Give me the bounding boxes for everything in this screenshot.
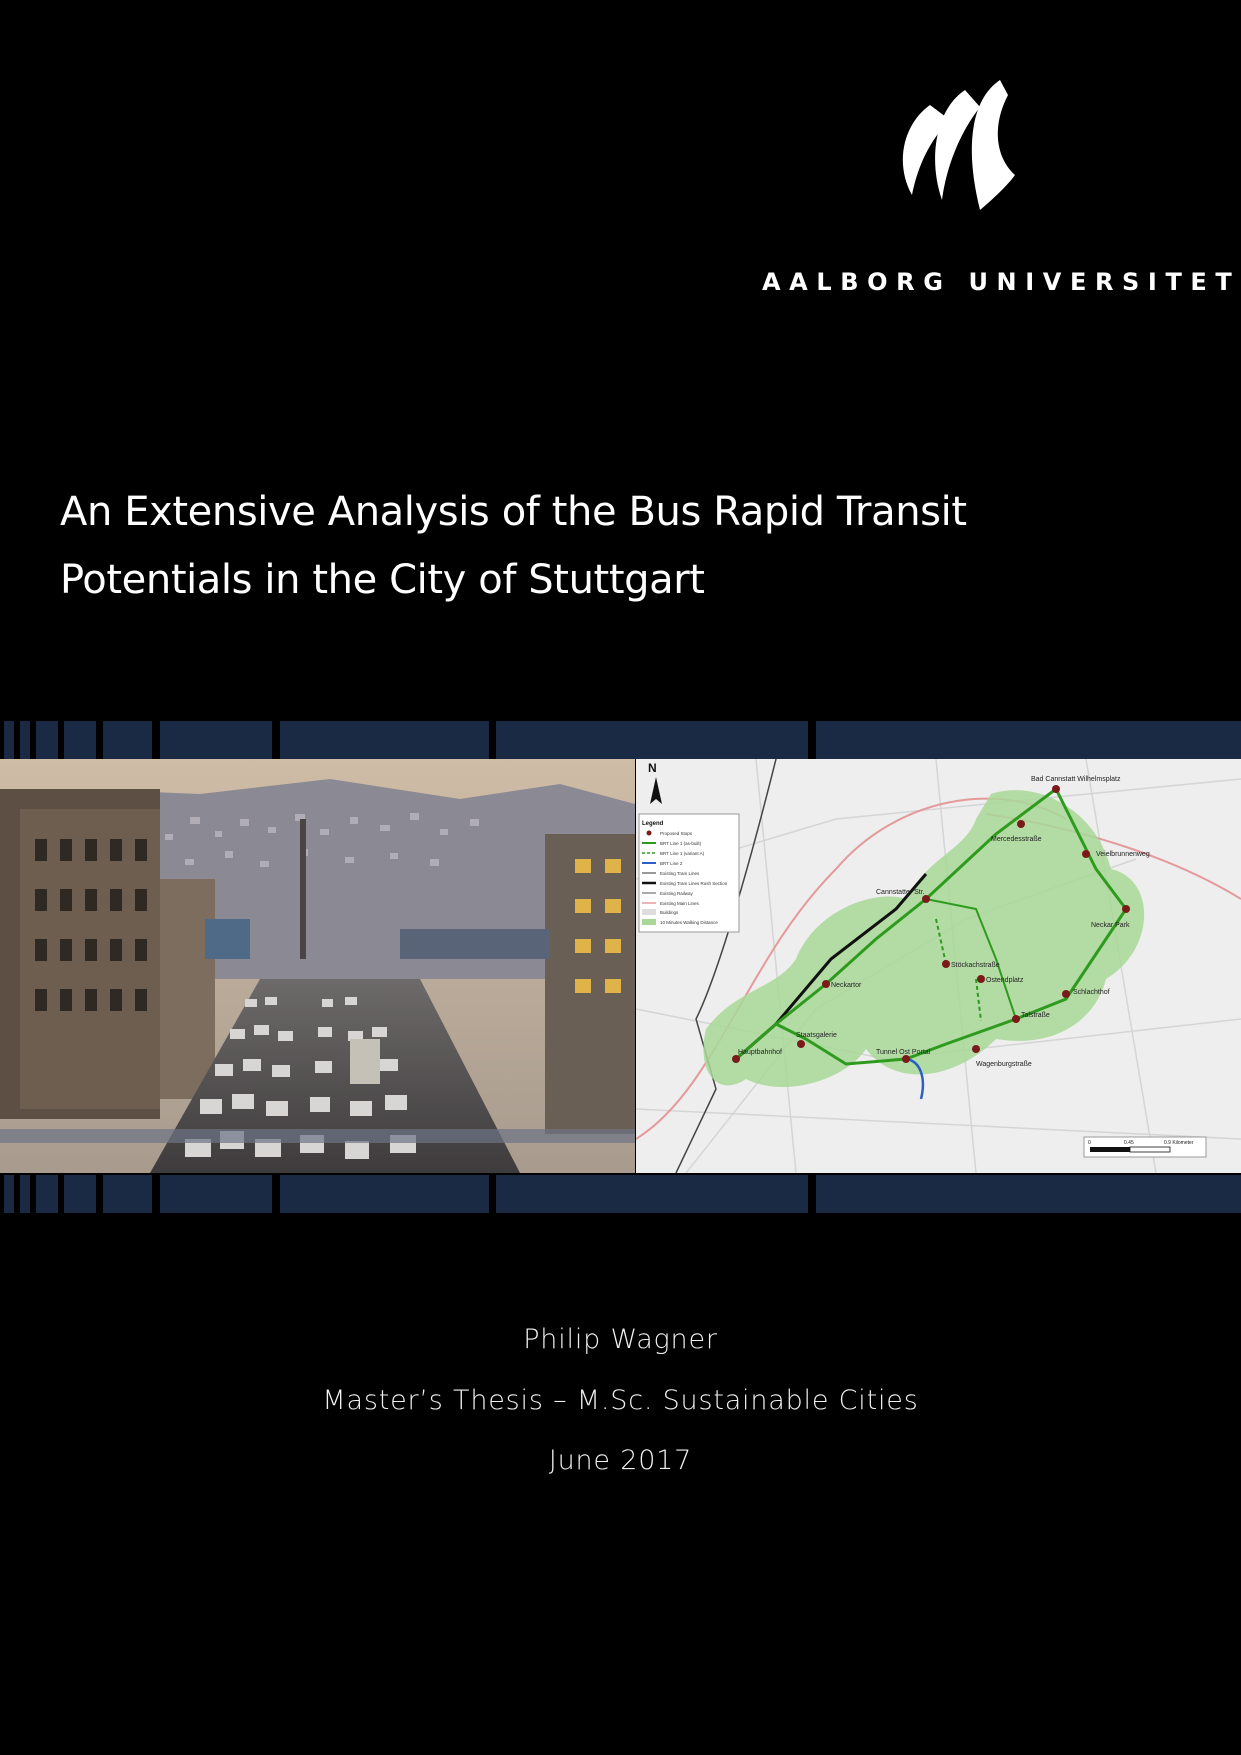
stop-label: Tunnel Ost Portal xyxy=(876,1049,931,1056)
scale-label: 0.45 xyxy=(1124,1140,1134,1146)
brt-route-map xyxy=(636,759,1241,1173)
north-label: N xyxy=(648,761,657,775)
decorative-band-top xyxy=(0,721,1241,759)
title-line-1: An Extensive Analysis of the Bus Rapid Transit xyxy=(60,489,967,535)
stop-label: Ostendplatz xyxy=(986,977,1024,984)
title-line-2: Potentials in the City of Stuttgart xyxy=(60,557,705,603)
stop-label: Stöckachstraße xyxy=(951,962,1000,969)
author-name: Philip Wagner xyxy=(523,1324,718,1355)
legend-item: BRT Line 1 (as-built) xyxy=(660,841,702,846)
degree-line: Master’s Thesis – M.Sc. Sustainable Cities xyxy=(322,1385,919,1416)
legend-item: Existing Railway xyxy=(660,891,693,896)
university-name: AALBORG UNIVERSITET xyxy=(762,268,1241,296)
stop-label: Veielbrunnenweg xyxy=(1096,851,1150,858)
thesis-title xyxy=(60,478,1160,614)
legend-item: BRT Line 2 xyxy=(660,861,683,866)
decorative-band-bottom xyxy=(0,1175,1241,1213)
legend-item: Existing Tram Lines xyxy=(660,871,700,876)
aalborg-waves-logo-icon xyxy=(880,75,1030,225)
map-scale-bar xyxy=(1084,1137,1206,1157)
legend-title: Legend xyxy=(642,821,664,827)
stop-label: Wagenburgstraße xyxy=(976,1061,1032,1068)
stop-label: Staatsgalerie xyxy=(796,1032,837,1039)
map-legend xyxy=(639,814,739,932)
stop-label: Neckar Park xyxy=(1091,922,1130,929)
stop-label: Talstraße xyxy=(1021,1012,1050,1019)
legend-item: Buildings xyxy=(660,910,679,915)
stop-label: Hauptbahnhof xyxy=(738,1049,782,1056)
stop-label: Schlachthof xyxy=(1073,989,1110,996)
traffic-street-photo xyxy=(0,759,635,1173)
legend-item: BRT Line 1 (variant A) xyxy=(660,851,705,856)
legend-item: 10 Minutes Walking Distance xyxy=(660,920,718,925)
legend-item: Proposed Stops xyxy=(660,831,693,836)
stop-label: Cannstatter Str. xyxy=(876,889,925,896)
stop-label: Bad Cannstatt Wilhelmsplatz xyxy=(1031,776,1121,783)
scale-label: 0.9 Kilometer xyxy=(1164,1140,1194,1146)
legend-item: Existing Tram Lines Rush Section xyxy=(660,881,728,886)
stop-label: Neckartor xyxy=(831,982,862,989)
legend-item: Existing Main Lines xyxy=(660,901,699,906)
submission-date: June 2017 xyxy=(548,1445,693,1476)
stop-label: Mercedesstraße xyxy=(991,836,1042,843)
scale-label: 0 xyxy=(1088,1140,1091,1146)
